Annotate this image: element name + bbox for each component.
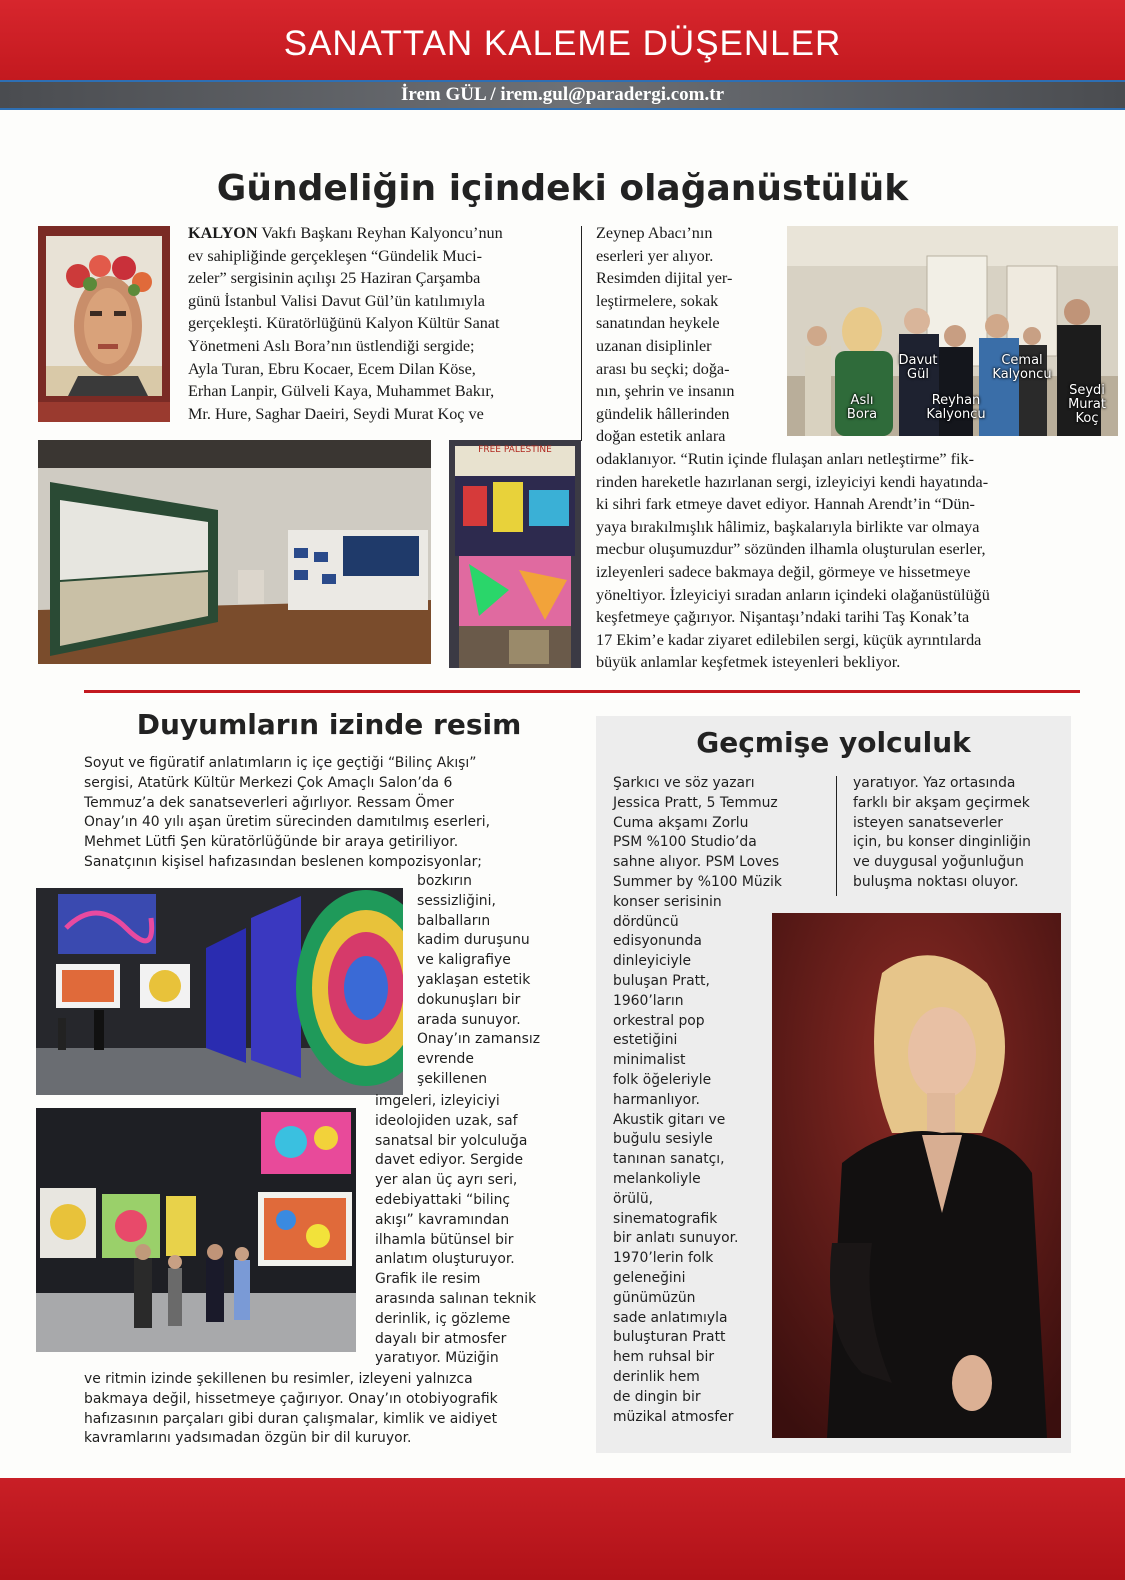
article1-col2-line: sanatından heykele [596,314,720,333]
article2-narrow-line: sessizliğini, [417,892,496,909]
article2-narrow-line: Onay’ın zamansız [417,1031,541,1048]
article3-column-divider [836,776,837,896]
article2-closing-line: ve ritmin izinde şekillenen bu resimler, izleyeni yalnızca [84,1371,473,1387]
article1-col2-line: doğan estetik anlara [596,427,726,446]
article1-wide-line: mecbur oluşumuzdur” sözünden ilhamla oluşturulan eserler, [596,540,986,559]
article3-col1-line: buluşan Pratt, [613,972,710,989]
section-title: SANATTAN KALEME DÜŞENLER [283,24,842,63]
article2-intro-line: Sanatçının kişisel hafızasından beslenen kompozisyonlar; [84,853,482,870]
caption-davut-gul: Davut Gül [898,353,938,382]
article2-narrow-line: akışı” kavramından [375,1211,510,1228]
article1-col2-line: Resimden dijital yer- [596,269,733,288]
akm-exhibition-photo-1 [36,888,403,1095]
section-divider [84,690,1080,693]
article3-title: Geçmişe yolculuk [696,726,971,759]
article2-intro [84,754,584,873]
article1-wide-line: 17 Ekim’e kadar ziyaret edilebilen sergi, küçük ayrıntılarda [596,630,982,649]
article1-wide-line: odaklanıyor. “Rutin içinde flulaşan anları netleştirme” fik- [596,450,975,468]
article3-col1-line: 1960’ların [613,992,684,1009]
article3-col1-line: günümüzün [613,1289,696,1306]
article2-narrow-line: yer alan üç ayrı seri, [375,1172,518,1189]
article3-col1-line: Akustik gitarı ve [613,1111,726,1128]
article1-col2-line: gündelik hâllerinden [596,404,730,423]
mural-text: FREE PALESTINE [478,445,552,455]
portrait-painting-image [38,226,170,422]
article3-col1-line: örülü, [613,1190,654,1207]
article3-column2 [853,774,1068,893]
article3-col1-line: müzikal atmosfer [613,1408,734,1425]
article3-col1-line: geleneğini [613,1269,686,1286]
gallery-interior-photo [38,440,431,664]
article3-col1-line: bir anlatı sunuyor. [613,1230,739,1247]
article2-narrow-line: sanatsal bir yolculuğa [375,1132,528,1149]
article1-col1-line: zeler” sergisinin açılışı 25 Haziran Çarşamba [188,269,481,288]
caption-reyhan-kalyoncu: Reyhan Kalyoncu [926,393,986,422]
article3-col1-line: edisyonunda [613,933,702,950]
article2-narrow-line: yaklaşan estetik [417,971,531,988]
article2-narrow-line: ve kaligrafiye [417,952,511,969]
article3-col1-line: folk öğeleriyle [613,1071,712,1088]
article1-col1-line: Mr. Hure, Saghar Daeiri, Seydi Murat Koç ve [188,404,484,423]
article2-narrow-line: edebiyattaki “bilinç [375,1191,511,1208]
article3-col1-line: melankoliyle [613,1170,701,1187]
article2-closing-line: hafızasının parçaları gibi duran çalışmalar, kimlik ve aidiyet [84,1410,498,1427]
article1-col1-line: Ayla Turan, Ebru Kocaer, Ecem Dilan Köse, [188,359,476,378]
article1-col2-line: arası bu seçki; doğa- [596,359,730,378]
article3-col1-line: hem ruhsal bir [613,1349,715,1366]
article2-narrow-line: dayalı bir atmosfer [375,1330,507,1347]
article2-narrow-line: ilhamla bütünsel bir [375,1231,514,1248]
author-byline[interactable]: İrem GÜL / irem.gul@paradergi.com.tr [400,84,725,105]
article3-col1-line: harmanlıyor. [613,1091,700,1108]
article3-col1-line: konser serisinin [613,893,722,910]
article3-col1-line: 1970’lerin folk [613,1250,714,1267]
article2-narrow-line: Grafik ile resim [375,1271,481,1288]
article3-col1-line: buğulu sesiyle [613,1131,713,1148]
article3-col2-line: buluşma noktası oluyor. [853,873,1019,890]
street-art-installation-photo [449,440,581,668]
article3-col1-line: de dingin bir [613,1388,701,1405]
article1-col2-line: nın, şehrin ve insanın [596,382,735,401]
article3-col1-line: derinlik hem [613,1368,700,1385]
article3-col1-line: dinleyiciyle [613,953,692,970]
akm-exhibition-photo-2 [36,1108,356,1352]
article2-narrow-line: kadim duruşunu [417,932,530,949]
article1-wide-line: izleyenleri sadece bakmaya değil, görmeye ve hissetmeye [596,562,971,581]
article3-col2-line: farklı bir akşam geçirmek [853,794,1030,811]
article2-intro-line: sergisi, Atatürk Kültür Merkezi Çok Amaçlı Salon’da 6 [84,774,453,791]
article2-closing-line: kavramlarını yadsımadan özgün bir dil kuruyor. [84,1430,412,1447]
article1-col1-line: günü İstanbul Valisi Davut Gül’ün katılımıyla [188,291,485,310]
article2-narrow-column-1 [417,872,587,1090]
article1-title: Gündeliğin içindeki olağanüstülük [216,168,909,209]
article3-col1-line: tanınan sanatçı, [613,1151,725,1168]
article2-narrow-line: anlatım oluşturuyor. [375,1251,515,1268]
article2-narrow-line: balbalların [417,912,491,929]
article1-col1-line: Erhan Lanpir, Gülveli Kaya, Muhammet Bakır, [188,382,495,401]
article1-wide-line: keşfetmeye çağırıyor. Nişantaşı’ndaki tarihi Taş Konak’ta [596,608,970,627]
article1-wide-paragraph [596,448,1086,674]
article3-col1-line: sahne alıyor. PSM Loves [613,854,780,871]
article1-wide-line: yöneltiyor. İzleyiciyi sıradan anların içindeki olağanüstülüğü [596,585,990,604]
article3-col1-line: sinematografik [613,1210,718,1227]
article1-wide-line: yaya bırakılmışlık hâlimiz, başkalarıyla birlikte var olmaya [596,517,980,536]
article3-col1-line: buluşturan Pratt [613,1329,726,1346]
article2-narrow-column-2 [375,1092,595,1369]
article3-col1-line: dördüncü [613,913,679,930]
article2-title: Duyumların izinde resim [136,708,522,741]
caption-seydi-murat-koc: Seydi Murat Koç [1068,383,1106,426]
article2-narrow-line: derinlik, iç gözleme [375,1310,511,1327]
article3-col1-line: Şarkıcı ve söz yazarı [613,775,755,791]
article2-narrow-line: evrende [417,1051,474,1068]
article3-col2-line: için, bu konser dinginliğin [853,834,1031,851]
caption-asli-bora: Aslı Bora [846,393,878,422]
caption-cemal-kalyoncu: Cemal Kalyoncu [992,353,1052,382]
article1-wide-line: ki sihri fark etmeye davet ediyor. Hannah Arendt’in “Dün- [596,495,975,514]
article3-col1-line: Summer by %100 Müzik [613,873,782,890]
article1-col1-line: KALYON Vakfı Başkanı Reyhan Kalyoncu’nun [188,224,503,242]
article2-closing-line: bakmaya değil, hissetmeye çağırıyor. Onay’ın otobiyografik [84,1390,498,1407]
article2-narrow-line: davet ediyor. Sergide [375,1152,524,1169]
article1-column1 [188,222,573,425]
article1-col2-line: eserleri yer alıyor. [596,246,714,265]
article2-narrow-line: arada sunuyor. [417,1011,521,1028]
article1-column2 [596,222,781,448]
article3-col1-line: minimalist [613,1052,686,1069]
article3-col2-line: ve duygusal yoğunluğun [853,854,1024,871]
article2-narrow-line: imgeleri, izleyiciyi [375,1093,500,1109]
article2-narrow-line: bozkırın [417,873,472,889]
article2-narrow-line: arasında salınan teknik [375,1290,537,1307]
article2-intro-line: Soyut ve figüratif anlatımların iç içe geçtiği “Bilinç Akışı” [84,755,477,771]
article3-col1-line: Cuma akşamı Zorlu [613,814,749,831]
article2-intro-line: Onay’ın 40 yılı aşan üretim sürecinden damıtılmış eserleri, [84,814,490,831]
article1-wide-line: rinden hareketle hazırlanan sergi, izleyiciyi kendi hayatında- [596,472,989,491]
article3-col1-line: sade anlatımıyla [613,1309,728,1326]
article2-narrow-line: şekillenen [417,1070,488,1087]
article2-intro-line: Temmuz’a dek sanatseverleri ağırlıyor. Ressam Ömer [84,794,454,811]
article3-col1-line: estetiğini [613,1032,678,1049]
article3-col2-line: isteyen sanatseverler [853,814,1003,831]
column-divider [581,226,582,441]
singer-portrait-photo [772,913,1061,1438]
article1-col2-line: Zeynep Abacı’nın [596,224,713,242]
article2-narrow-line: ideolojiden uzak, saf [375,1112,518,1129]
lead-word: KALYON [188,224,258,242]
article3-col1-line: orkestral pop [613,1012,705,1029]
article1-col1-line: gerçekleşti. Küratörlüğünü Kalyon Kültür Sanat [188,314,500,333]
article3-col1-line: PSM %100 Studio’da [613,834,757,851]
article1-col1-line: Yönetmeni Aslı Bora’nın üstlendiği sergide; [188,336,475,355]
article1-wide-line: büyük anlamlar keşfetmek isteyenleri bekliyor. [596,653,901,672]
article2-intro-line: Mehmet Lütfi Şen küratörlüğünde bir araya getiriliyor. [84,834,459,851]
article2-closing [84,1370,594,1449]
footer-bar [0,1478,1125,1580]
article3-col1-line: Jessica Pratt, 5 Temmuz [613,794,778,811]
article2-narrow-line: dokunuşları bir [417,991,521,1008]
article1-col2-line: leştirmelere, sokak [596,291,719,310]
article2-narrow-line: yaratıyor. Müziğin [375,1350,499,1367]
article3-col2-line: yaratıyor. Yaz ortasında [853,775,1016,791]
article1-col2-line: uzanan disiplinler [596,336,712,355]
article1-col1-line: ev sahipliğinde gerçekleşen “Gündelik Muci- [188,246,482,265]
